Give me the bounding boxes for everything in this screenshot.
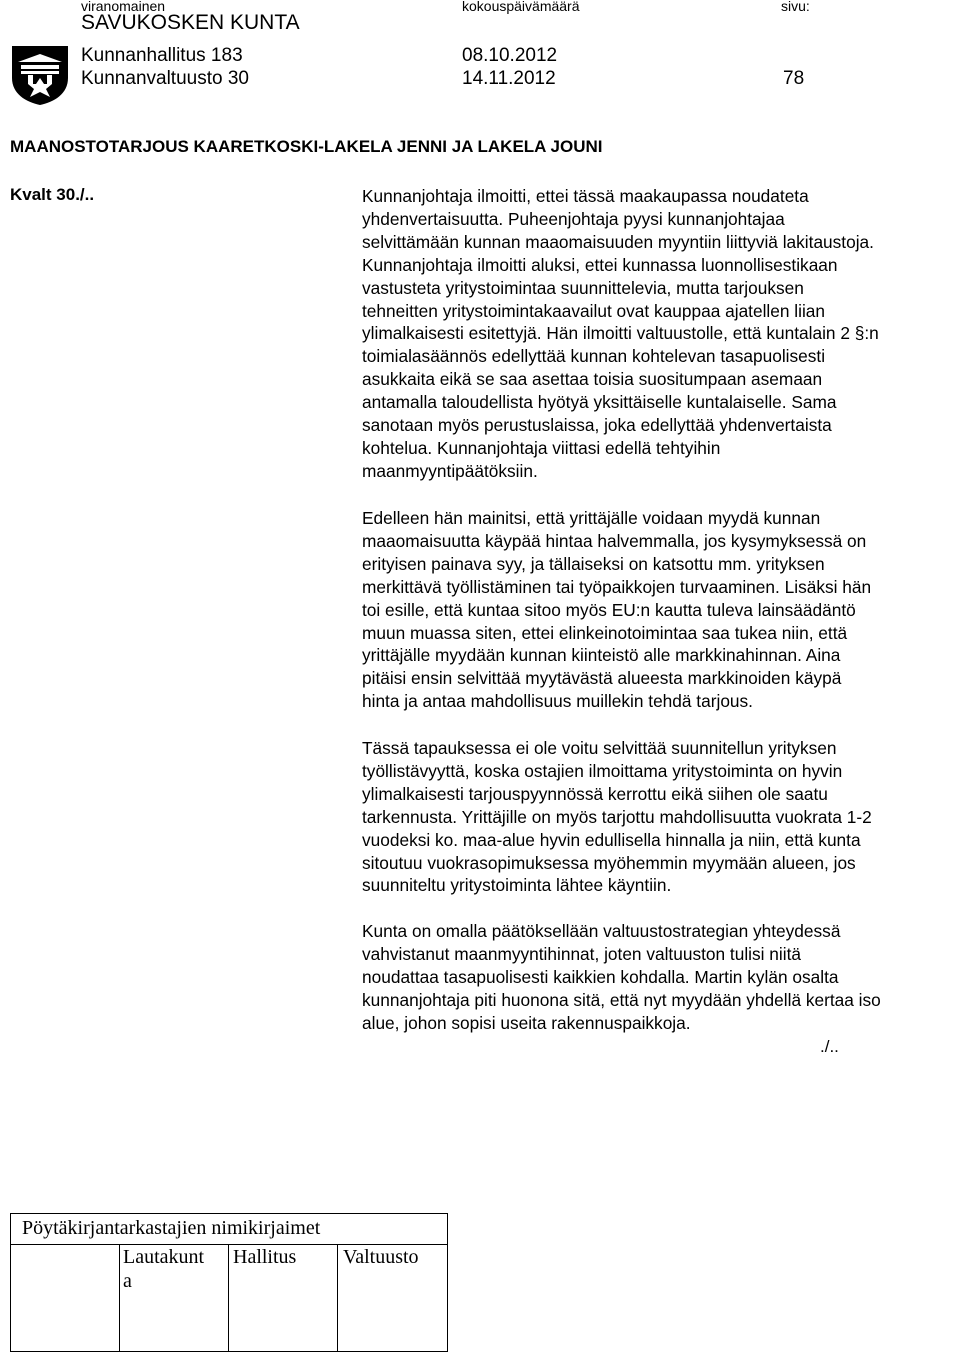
continued-marker: ./.. bbox=[820, 1037, 839, 1056]
paragraph-line: merkittävä työllistäminen tai työpaikkojen turvaaminen. Lisäksi hän bbox=[362, 576, 872, 597]
coat-of-arms-icon bbox=[10, 44, 70, 106]
paragraph-line: yrittäjälle myydään kunnan kiinteistö alle markkinahinnan. Aina bbox=[362, 645, 841, 666]
paragraph-line: työllistävyyttä, koska ostajien ilmoittama yritystoiminta on hyvin bbox=[362, 760, 843, 781]
paragraph-line: kunnanjohtaja piti huonona sitä, että nyt myydään yhdellä kertaa iso bbox=[362, 989, 881, 1010]
paragraph-line: maaomaisuutta käypää hintaa halvemmalla, jos kysymyksessä on bbox=[362, 530, 867, 551]
paragraph-4 bbox=[362, 920, 960, 1035]
paragraph-line: muun muassa siten, ettei elinkeinotoimintaa saa tukea niin, että bbox=[362, 622, 848, 643]
paragraph-line: kohtelua. Kunnanjohtaja viittasi edellä tehtyihin bbox=[362, 437, 721, 458]
footer-col-council: Valtuusto bbox=[343, 1246, 419, 1268]
paragraph-line: sitoutuu vuokrasopimuksessa myöhemmin myymään alueen, jos bbox=[362, 852, 856, 873]
paragraph-line: Kunnanjohtaja ilmoitti aluksi, ettei kunnassa luonnollisestikaan bbox=[362, 254, 838, 275]
paragraph-line: Edelleen hän mainitsi, että yrittäjälle voidaan myydä kunnan bbox=[362, 508, 821, 528]
footer-title: Pöytäkirjantarkastajien nimikirjaimet bbox=[22, 1217, 321, 1239]
paragraph-line: Kunta on omalla päätöksellään valtuustostrategian yhteydessä bbox=[362, 921, 841, 941]
paragraph-line: toimialasäännös edellyttää kunnan kohtelevan tasapuolisesti bbox=[362, 346, 826, 367]
meeting1-body: Kunnanhallitus 183 bbox=[81, 45, 243, 66]
paragraph-line: antamalla taloudellista hyötyä yksittäiselle kuntalaiselle. Sama bbox=[362, 392, 837, 413]
footer-col-government: Hallitus bbox=[233, 1246, 297, 1268]
paragraph-line: pitäisi ensin selvittää myytävästä alueesta markkinoiden käypä bbox=[362, 668, 842, 689]
paragraph-line: ylimalkaisesti tarjouspyynnössä kerrottu eikä siihen ole saatu bbox=[362, 783, 828, 804]
paragraph-3 bbox=[362, 737, 960, 897]
paragraph-line: asukkaita eikä se saa asettaa toisia suositumpaan asemaan bbox=[362, 369, 823, 390]
paragraph-line: erityisen painava syy, ja tällaiseksi on katsottu mm. yrityksen bbox=[362, 553, 825, 574]
paragraph-line: vuodeksi ko. maa-alue hyvin edullisella hinnalla ja niin, että kunta bbox=[362, 829, 861, 850]
paragraph-line: sanotaan myös perustuslaissa, joka edellyttää yhdenvertaista bbox=[362, 415, 832, 436]
paragraph-line: tehneitten yritystoimintakaavailut ovat kauppaa ajatellen liian bbox=[362, 300, 826, 321]
paragraph-line: Kunnanjohtaja ilmoitti, ettei tässä maakaupassa noudateta bbox=[362, 186, 809, 206]
paragraph-line: ylimalkaisesti esitettyjä. Hän ilmoitti valtuustolle, että kuntalain 2 §:n bbox=[362, 323, 879, 344]
paragraph-line: vastusteta yritystoimintaa suunnittelevia, mutta tarjouksen bbox=[362, 277, 804, 298]
meeting2-body: Kunnanvaltuusto 30 bbox=[81, 68, 249, 89]
paragraph-line: suunniteltu yritystoiminta lähtee käyntiin. bbox=[362, 875, 672, 896]
document-title: MAANOSTOTARJOUS KAARETKOSKI-LAKELA JENNI JA LAKELA JOUNI bbox=[10, 137, 603, 156]
paragraph-line: toi esille, että kuntaa sitoo myös EU:n kautta tuleva lainsäädäntö bbox=[362, 599, 856, 620]
paragraph-line: hinta ja antaa mahdollisuus muillekin tehdä tarjous. bbox=[362, 691, 753, 712]
paragraph-line: alue, johon sopisi useita rakennuspaikkoja. bbox=[362, 1012, 691, 1033]
label-official: viranomainen bbox=[81, 0, 166, 14]
org-name: SAVUKOSKEN KUNTA bbox=[81, 11, 300, 34]
meeting1-date: 08.10.2012 bbox=[462, 45, 558, 66]
meeting2-date: 14.11.2012 bbox=[462, 68, 556, 89]
paragraph-2 bbox=[362, 507, 960, 713]
case-reference: Kvalt 30./.. bbox=[10, 185, 95, 204]
paragraph-line: selvittämään kunnan maaomaisuuden myyntiin liittyviä lakitaustoja. bbox=[362, 231, 874, 252]
paragraph-line: Tässä tapauksessa ei ole voitu selvittää suunnitellun yrityksen bbox=[362, 738, 837, 758]
paragraph-line: maanmyyntipäätöksiin. bbox=[362, 460, 538, 481]
paragraph-line: vahvistanut maanmyyntihinnat, joten valtuuston tulisi niitä bbox=[362, 943, 801, 964]
label-page: sivu: bbox=[781, 0, 810, 14]
paragraph-1 bbox=[362, 185, 960, 483]
paragraph-line: noudattaa tasapuolisesti kaikkien kohdalla. Martin kylän osalta bbox=[362, 966, 839, 987]
page-number: 78 bbox=[783, 68, 805, 89]
paragraph-line: tarkennusta. Yrittäjille on myös tarjottu mahdollisuutta vuokrata 1-2 bbox=[362, 806, 872, 827]
footer-col-committee: Lautakunt bbox=[123, 1246, 205, 1268]
paragraph-line: yhdenvertaisuutta. Puheenjohtaja pyysi kunnanjohtajaa bbox=[362, 208, 785, 229]
footer-col-committee-wrap: a bbox=[123, 1270, 132, 1292]
initials-box-board bbox=[10, 1244, 120, 1352]
label-meeting-date: kokouspäivämäärä bbox=[462, 0, 580, 14]
